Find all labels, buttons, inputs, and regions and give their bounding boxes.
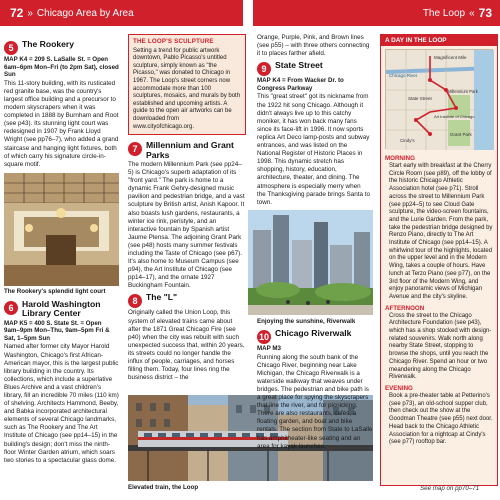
evening-body: Book a pre-theater table at Petterino's (see p73), an old-school supper club, then check out the show at the Goodman Theatre (see p55) next door. Head back to the Chicago Athletic Association for a nightcap at Cindy's (see p77) rooftop bar. [389, 392, 493, 446]
right-page-title: The Loop [422, 7, 466, 19]
entry-number: 7 [128, 142, 142, 156]
entry-body: Running along the south bank of the Chicago River, beginning near Lake Michigan, the Chicago Riverwalk is a waterside walkway that weaves under bridges. The pedestrian and bike path is a great place for spying the skyscrapers that line the river, and for picnicking. There are also restaurants, cafés, a floating garden, and boat and bike rentals. The section from State to LaSalle has amphitheater-like seating and an area for kayak launches. [257, 353, 373, 450]
entry-title: Harold Washington Library Center [22, 298, 101, 319]
see-map-note: See map on pp70–71 [420, 485, 480, 492]
right-page-number: 73 [478, 6, 492, 20]
loop-route-map [386, 50, 494, 150]
entry-body: Originally called the Union Loop, this system of elevated trains came about after the 1871 Great Chicago Fire (see p40) when the city was rebuilt with such unexpected success that, within 20 years, its streets could no longer handle the influx of people, carriages, and horses filling them. Today, four lines ring the business district – the [128, 309, 245, 382]
el-caption-wrap [128, 482, 248, 492]
map-label-state-street: State Street [408, 96, 432, 101]
entry-millennium-grant-parks [128, 141, 246, 160]
left-page-header [0, 0, 243, 26]
entry-meta: MAP K5 = 400 S. State St. = Open 9am–9pm Mon–Thu, 9am–5pm Fri & Sat, 1–5pm Sun [4, 319, 110, 342]
column-3 [257, 34, 370, 207]
entry-number: 10 [257, 330, 271, 344]
riverwalk-skyline-image [248, 210, 373, 315]
riverwalk-photo [248, 210, 373, 315]
entry-the-l [128, 293, 246, 308]
day-box-title: A DAY IN THE LOOP [381, 35, 497, 46]
sidebar-body: Setting a trend for public artwork downtown, Pablo Picasso's untitled sculpture, simply known as "the Picasso," was donated to Chicago in 1967. The Loop's street corners now accommodate more than 100 sculptures, mosaics, and murals by both established and upcoming artists. A guide to the open air artworks can be downloaded from www.cityofchicago.org. [133, 47, 241, 130]
day-map [385, 49, 493, 149]
morning-body: Start early with breakfast at the Cherry Circle Room (see p89), off the lobby of the historic Chicago Athletic Association hotel (see p71). Stroll across the street to Millennium Park (see pp24–5) to see Cloud Gate sculpture, the video-screen fountains, and the Lurie Garden. From the park, take the pedestrian bridge designed by Renzo Piano, directly to The Art Institute of Chicago (see pp14–15). A whirlwind tour of the highlights, located on the upper level and in the Modern Wing, takes a couple of hours. Have lunch at Terzo Piano (see p77), on the 3rd floor of the Modern Wing, and enjoy panoramic views of Michigan Avenue and the city's skyline. [389, 163, 493, 300]
entry-meta: MAP M3 [257, 345, 281, 352]
afternoon-body: Cross the street to the Chicago Architecture Foundation (see p43), which has a shop stocked with design- related souvenirs. Walk north along nearby State Street, stopping to browse the shops, until you reach the Chicago River. Spend an hour or two meandering along the Chicago Riverwalk. [389, 312, 492, 381]
right-page-header [253, 0, 500, 26]
morning-heading: MORNING [385, 155, 415, 162]
photo-caption: The Rookery's splendid light court [4, 287, 106, 295]
map-label-cindys: Cindy's [400, 138, 415, 143]
entry-number: 5 [4, 41, 18, 55]
evening-heading: EVENING [385, 384, 413, 392]
entry-number: 9 [257, 62, 271, 76]
map-label-chicago-river: Chicago River [389, 73, 418, 78]
map-label-grant-park: Grant Park [450, 132, 472, 137]
entry-harold-washington [4, 300, 119, 319]
day-in-the-loop-box [380, 34, 498, 486]
entry-rookery [4, 40, 119, 55]
rookery-photo [4, 173, 119, 286]
map-label-art-institute: Art Institute of Chicago [434, 114, 475, 119]
entry-body: Named after former city Mayor Harold Washington, Chicago's first African-American mayor, this is the largest public library building in the country. Its collections, which include a superlative Blues Archive and a vast children's library, fill an incredible 70 miles (110 km) of shelving. Architects Hammond, Beeby, and Babka incorporated architectural elements of several Chicago landmarks, such as The Rookery and The Art Institute of Chicago (see pp14–15) in the building's design; don't miss the ninth-floor Winter Garden atrium, which soars two stories to a spectacular glass dome. [4, 343, 119, 464]
entry-body-continued: Orange, Purple, Pink, and Brown lines (see p55) – with three others connecting it to places farther afield. [257, 34, 370, 58]
entry-body: This 11-story building, with its rusticated red granite base, was the country's largest office building and a precursor to modern skyscrapers when it was completed in 1888 by Burnham and Root (see p43). Its stunning light court was redesigned in 1907 by Frank Lloyd Wright (see pp76–7), who added a grand staircase and hanging light fixtures, both of which carry his signature circle-in-square motif. [4, 79, 119, 168]
left-page-title: Chicago Area by Area [36, 7, 134, 19]
entry-title: State Street [275, 60, 323, 71]
map-label-mag-mile: Magnificent Mile [434, 55, 467, 60]
left-page-separator: » [27, 7, 33, 19]
entry-number: 8 [128, 294, 142, 308]
column-1 [4, 40, 119, 465]
rookery-light-court-image [4, 173, 119, 286]
column-3-lower [257, 318, 373, 451]
entry-state-street [257, 61, 370, 76]
entry-number: 6 [4, 301, 18, 315]
entry-title: The Rookery [22, 39, 75, 49]
entry-title: The "L" [146, 292, 178, 303]
sidebar-title: THE LOOP'S SCULPTURE [133, 38, 214, 45]
entry-title: Millennium and Grant Parks [146, 140, 234, 160]
entry-meta: MAP K4 = From Wacker Dr. to Congress Parkway [257, 77, 344, 92]
photo-caption: Enjoying the sunshine, Riverwalk [257, 318, 356, 325]
entry-body: This "great street" got its nickname from the 1922 hit song Chicago. Although it didn't always live up to this catchy moniker, it has won back many fans since its face-lift in 1996. It now sports replica Art Deco lamp-posts and subway entrances, and was listed on the National Register of Historic Places in 1998. This dynamic stretch has shopping, history, education, architecture, theater, and dining. The atmosphere is especially merry when the Thanksgiving parade brings Santa to town. [257, 93, 370, 206]
entry-title: Chicago Riverwalk [275, 328, 352, 338]
entry-body: The modern Millennium Park (see pp24–5) is Chicago's superb adaptation of its "front yard." The park is home to a dynamic Frank Gehry-designed music pavilion and pedestrian bridge, and a vast sculpture by British artist, Anish Kapoor. It also boasts lush gardens, restaurants, a winter ice rink, peristyle, and an interactive fountain by Spanish artist Jaume Plensa. The adjoining Grant Park (see p48) hosts many summer festivals including the Taste of Chicago (see p67). It's also home to Museum Campus (see p94), the Art Institute of Chicago (see pp14–17), and the ornate 1927 Buckingham Fountain. [128, 160, 245, 290]
column-2 [128, 34, 246, 382]
right-page-separator: « [469, 7, 475, 19]
map-label-millennium-park: Millennium Park [448, 89, 478, 94]
sculpture-sidebar-box [128, 34, 246, 135]
entry-meta: MAP K4 = 209 S. LaSalle St. = Open 6am–6pm Mon–Fri (to 2pm Sat), closed Sun [4, 56, 119, 79]
photo-caption: Elevated train, the Loop [128, 484, 199, 491]
left-page-number: 72 [10, 6, 24, 20]
page-header [0, 0, 500, 26]
afternoon-heading: AFTERNOON [385, 304, 425, 312]
entry-chicago-riverwalk [257, 329, 373, 344]
